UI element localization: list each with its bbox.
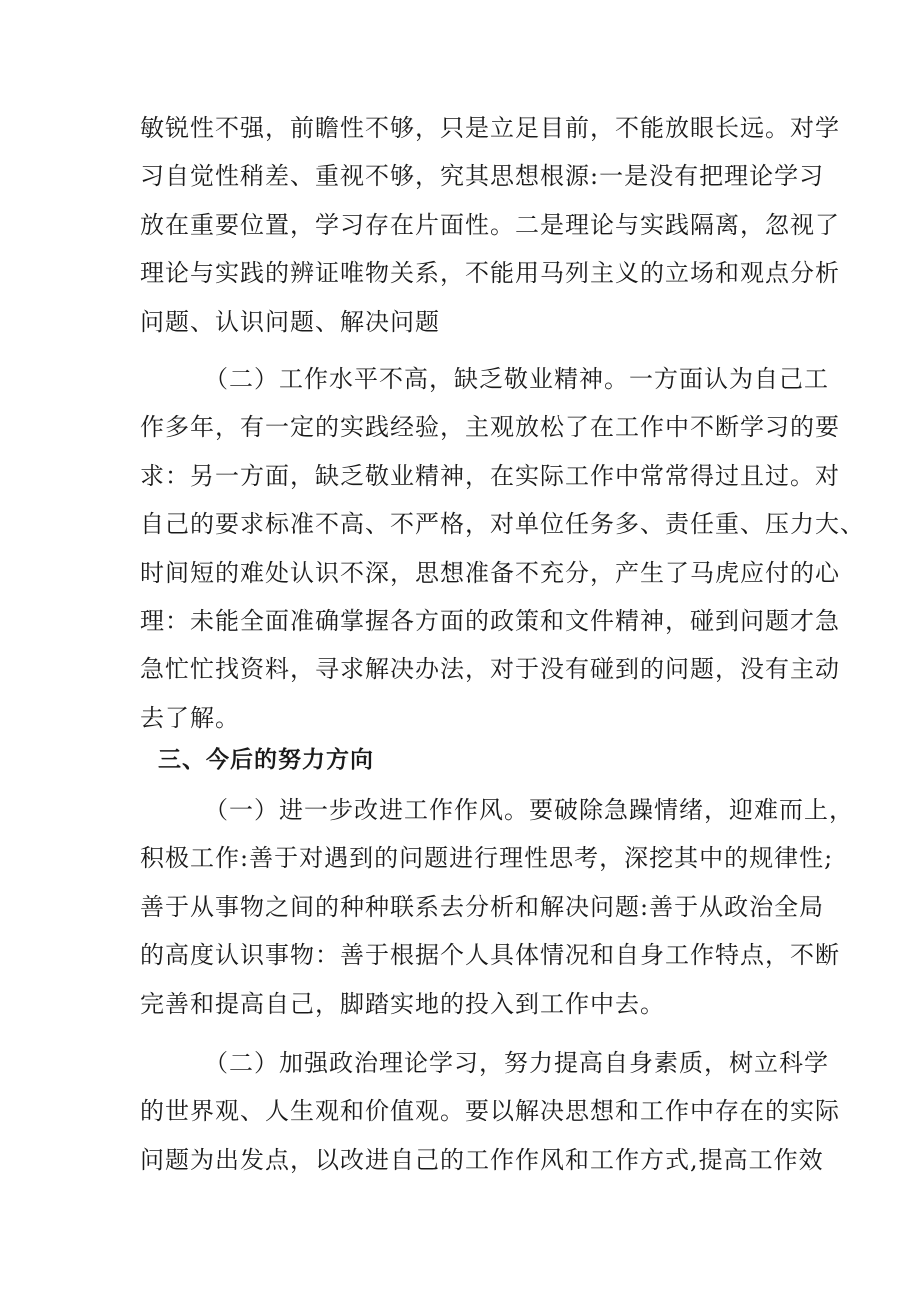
text-line: 习自觉性稍差、重视不够，究其思想根源:一是没有把理论学习 (140, 162, 825, 191)
text-line: 求：另一方面，缺乏敬业精神，在实际工作中常常得过且过。对 (140, 461, 840, 490)
text-line: 理：未能全面准确掌握各方面的政策和文件精神，碰到问题才急 (140, 606, 840, 635)
paragraph-political-study (140, 1039, 840, 1184)
text-line: 的高度认识事物：善于根据个人具体情况和自身工作特点，不断 (140, 941, 840, 970)
text-line: 去了解。 (140, 703, 240, 732)
text-line: 问题为出发点，以改进自己的工作作风和工作方式,提高工作效 (140, 1145, 824, 1174)
text-line: （一）进一步改进工作作风。要破除急躁情绪，迎难而上， (204, 796, 854, 824)
paragraph-improve-work-style (140, 786, 854, 1028)
text-line: 放在重要位置，学习存在片面性。二是理论与实践隔离，忽视了 (140, 210, 840, 239)
text-line: 积极工作:善于对遇到的问题进行理性思考，深挖其中的规律性; (140, 844, 834, 873)
section-heading: 三、今后的努力方向 (158, 747, 374, 773)
text-line: （二）加强政治理论学习，努力提高自身素质，树立科学 (204, 1049, 829, 1077)
text-line: 问题、认识问题、解决问题 (140, 307, 440, 336)
text-line: 善于从事物之间的种种联系去分析和解决问题:善于从政治全局 (140, 892, 825, 921)
text-line: 急忙忙找资料，寻求解决办法，对于没有碰到的问题，没有主动 (140, 655, 840, 684)
text-line: 敏锐性不强，前瞻性不够，只是立足目前，不能放眼长远。对学 (140, 114, 840, 142)
text-line: 的世界观、人生观和价值观。要以解决思想和工作中存在的实际 (140, 1097, 840, 1126)
text-line: 理论与实践的辨证唯物关系，不能用马列主义的立场和观点分析 (140, 259, 840, 288)
text-line: 完善和提高自己，脚踏实地的投入到工作中去。 (140, 989, 665, 1018)
paragraph-thinking-roots (140, 104, 840, 346)
text-line: 自己的要求标准不高、不严格，对单位任务多、责任重、压力大、 (140, 510, 865, 539)
paragraph-work-level (140, 355, 865, 742)
section-heading-future-direction (140, 736, 800, 784)
text-line: 时间短的难处认识不深，思想准备不充分，产生了马虎应付的心 (140, 558, 840, 587)
text-line: （二）工作水平不高，缺乏敬业精神。一方面认为自己工 (204, 365, 829, 393)
text-line: 作多年，有一定的实践经验，主观放松了在工作中不断学习的要 (140, 413, 840, 442)
